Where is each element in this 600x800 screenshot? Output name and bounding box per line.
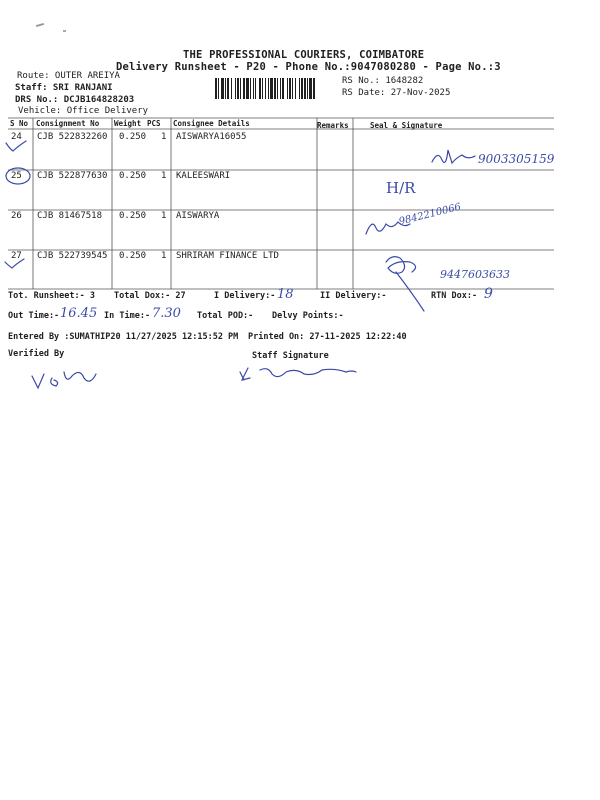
ii-delivery: II Delivery:- xyxy=(320,291,387,301)
col-header-weight: Weight xyxy=(114,119,142,128)
table-row-sno: 24 xyxy=(11,132,22,142)
signature-scribble xyxy=(386,257,416,274)
table-row-sno: 25 xyxy=(11,171,22,181)
table-row-pcs: 1 xyxy=(161,251,167,261)
table-row-consignee: KALEESWARI xyxy=(176,171,231,181)
rtn-dox-handwritten: 9 xyxy=(484,286,493,302)
tick-mark xyxy=(6,141,26,151)
verified-by-label: Verified By xyxy=(8,349,65,359)
staff-label: Staff: SRI RANJANI xyxy=(15,83,113,93)
total-pod: Total POD:- xyxy=(197,311,254,321)
i-delivery: I Delivery:- xyxy=(214,291,276,301)
col-header-pcs: PCS xyxy=(147,119,161,128)
tick-mark xyxy=(5,259,24,268)
out-time-handwritten: 16.45 xyxy=(60,306,98,321)
signature-scribble xyxy=(432,150,475,163)
rtn-dox: RTN Dox:- xyxy=(431,291,478,301)
rs-date: RS Date: 27-Nov-2025 xyxy=(342,88,451,98)
col-header-signature: Seal & Signature xyxy=(370,121,443,130)
handwritten-phone: 9447603633 xyxy=(440,268,510,281)
staff-signature-label: Staff Signature xyxy=(252,351,329,361)
pen-stroke xyxy=(396,272,424,311)
total-dox: Total Dox:- 27 xyxy=(114,291,186,301)
verified-signature xyxy=(32,372,96,388)
handwritten-phone: 9003305159 xyxy=(478,152,555,166)
in-time-handwritten: 7.30 xyxy=(152,306,181,321)
rs-number: RS No.: 1648282 xyxy=(342,76,424,86)
handwritten-note: H/R xyxy=(386,179,416,197)
table-row-weight: 0.250 xyxy=(119,132,147,142)
runsheet-title: Delivery Runsheet - P20 - Phone No.:9047080280 - Page No.:3 xyxy=(116,61,501,73)
table-row-pcs: 1 xyxy=(161,171,167,181)
table-row-consignee: SHRIRAM FINANCE LTD xyxy=(176,251,279,261)
col-header-sno: S No xyxy=(10,119,29,128)
table-row-weight: 0.250 xyxy=(119,251,147,261)
col-header-remarks: Remarks xyxy=(317,121,349,130)
table-row-sno: 26 xyxy=(11,211,22,221)
table-row-weight: 0.250 xyxy=(119,171,147,181)
col-header-consignee: Consignee Details xyxy=(173,119,250,128)
in-time: In Time:- xyxy=(104,311,151,321)
table-row-consignment: CJB 81467518 xyxy=(37,211,103,221)
entered-by: Entered By :SUMATHIP20 11/27/2025 12:15:52 PM xyxy=(8,332,239,342)
tot-runsheet: Tot. Runsheet:- 3 xyxy=(8,291,95,301)
out-time: Out Time:- xyxy=(8,311,60,321)
table-row-consignment: CJB 522877630 xyxy=(37,171,108,181)
table-row-consignment: CJB 522832260 xyxy=(37,132,108,142)
i-delivery-handwritten: 18 xyxy=(277,287,294,302)
delvy-points: Delvy Points:- xyxy=(272,311,344,321)
printed-on: Printed On: 27-11-2025 12:22:40 xyxy=(248,332,407,342)
table-row-weight: 0.250 xyxy=(119,211,147,221)
table-row-sno: 27 xyxy=(11,251,22,261)
table-row-pcs: 1 xyxy=(161,211,167,221)
handwritten-phone: 9842210066 xyxy=(397,201,463,228)
table-row-consignee: AISWARYA xyxy=(176,211,220,221)
staff-signature xyxy=(240,368,356,380)
table-row-consignee: AISWARYA16055 xyxy=(176,132,247,142)
route-label: Route: OUTER AREIYA xyxy=(17,71,120,81)
circle-mark xyxy=(6,168,30,184)
vehicle-label: Vehicle: Office Delivery xyxy=(18,106,149,116)
drs-number: DRS No.: DCJB164828203 xyxy=(15,95,135,105)
col-header-consignment: Consignment No xyxy=(36,119,100,128)
company-title: THE PROFESSIONAL COURIERS, COIMBATORE xyxy=(183,49,425,61)
table-row-consignment: CJB 522739545 xyxy=(37,251,108,261)
table-row-pcs: 1 xyxy=(161,132,167,142)
